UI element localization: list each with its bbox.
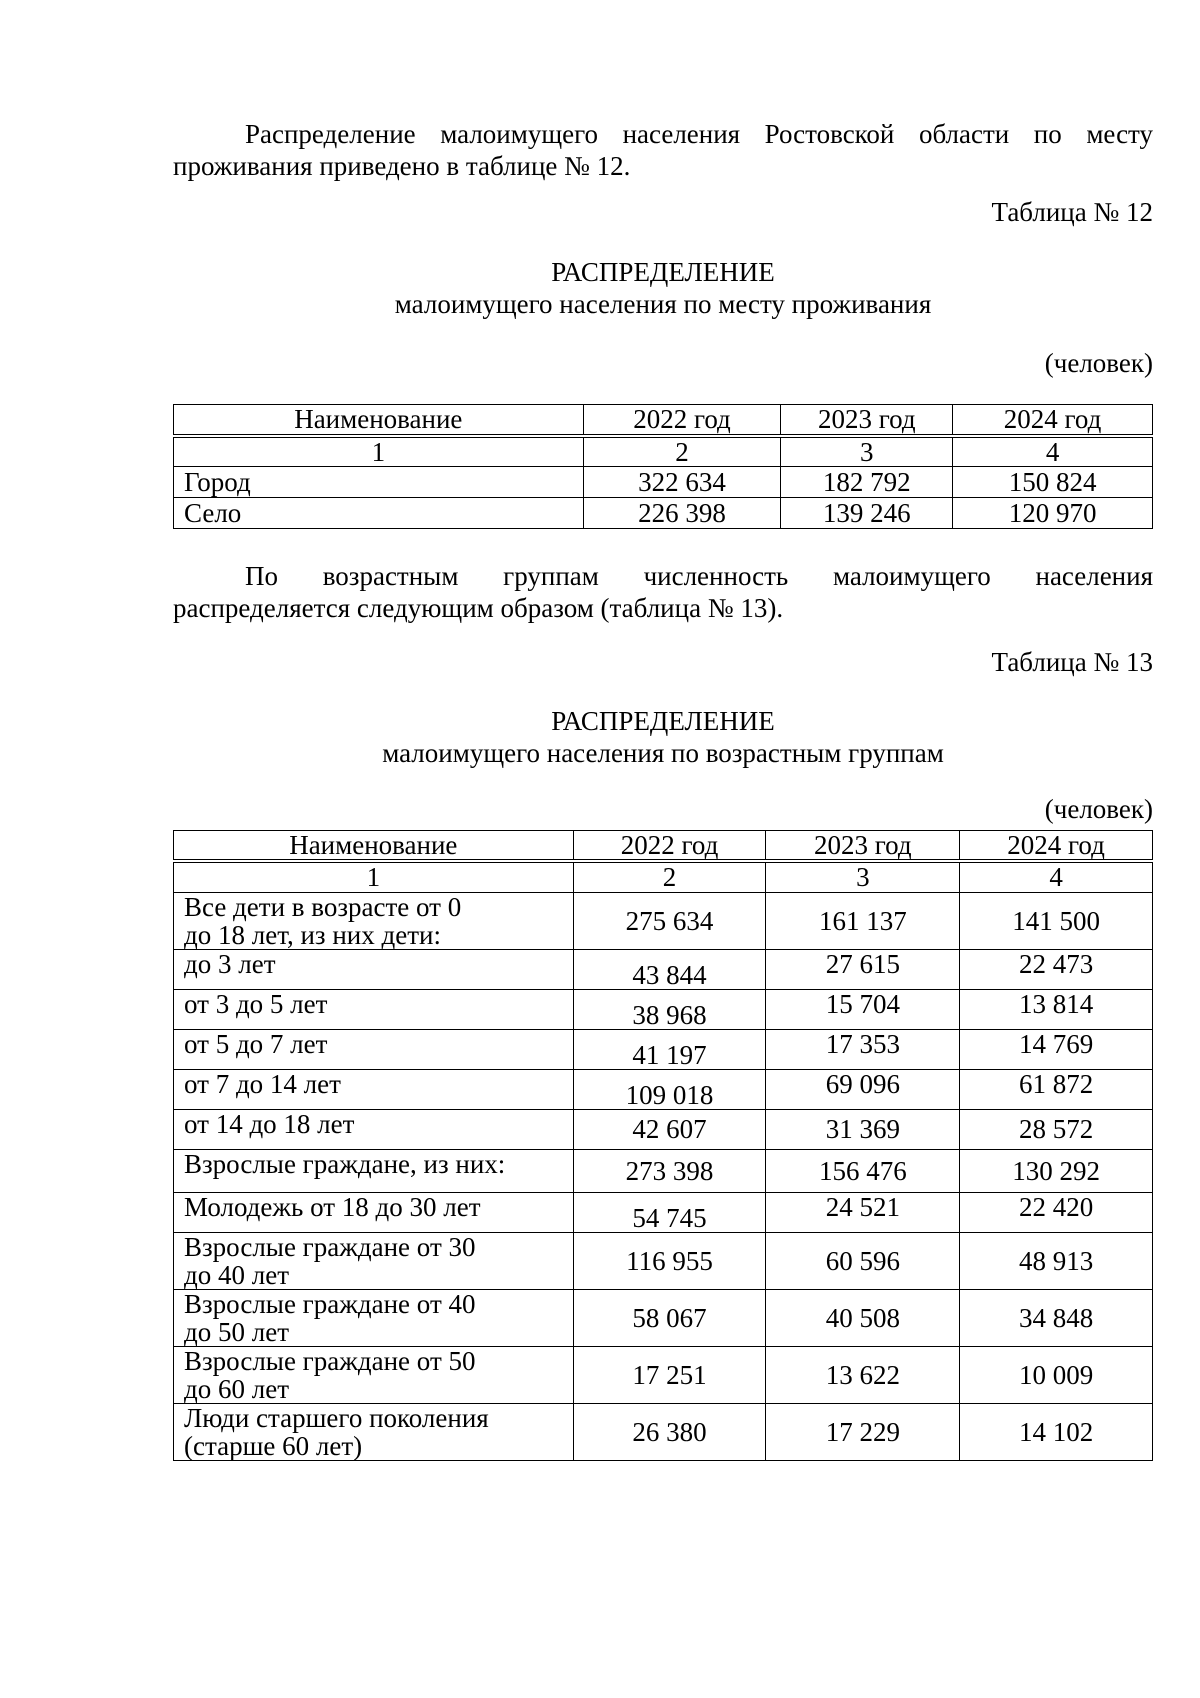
table-cell-name: до 3 лет — [174, 949, 574, 989]
table-cell: 226 398 — [583, 498, 781, 529]
table-row — [174, 1289, 1153, 1346]
table-cell: 273 398 — [573, 1149, 766, 1192]
row-name-line-2: (старше 60 лет) — [184, 1430, 363, 1461]
table-cell: 13 814 — [960, 989, 1153, 1029]
table-cell-name: Молодежь от 18 до 30 лет — [174, 1192, 574, 1232]
table-13 — [173, 830, 1153, 1461]
table-12-header-2024: 2024 год — [953, 405, 1153, 436]
table-cell: 3 — [781, 436, 953, 467]
table-cell: 17 229 — [766, 1403, 960, 1460]
row-name-line-2: до 50 лет — [184, 1316, 289, 1347]
table-row — [174, 949, 1153, 989]
table-13-title: РАСПРЕДЕЛЕНИЕ — [551, 706, 775, 736]
table-cell: 4 — [960, 861, 1153, 892]
table-13-header-row — [174, 831, 1153, 862]
table-cell: 60 596 — [766, 1232, 960, 1289]
table-12-unit: (человек) — [1044, 348, 1153, 378]
table-cell: 42 607 — [573, 1109, 766, 1149]
table-row — [174, 1403, 1153, 1460]
table-row — [174, 498, 1153, 529]
table-row — [174, 1069, 1153, 1109]
table-cell: 1 — [174, 436, 584, 467]
table-cell: 41 197 — [573, 1029, 766, 1069]
table-cell: 4 — [953, 436, 1153, 467]
table-12-title: РАСПРЕДЕЛЕНИЕ — [551, 257, 775, 287]
table-cell-name — [174, 1232, 574, 1289]
table-12-header-row — [174, 405, 1153, 436]
table-cell: 28 572 — [960, 1109, 1153, 1149]
row-name-line-1: Взрослые граждане от 50 — [184, 1345, 476, 1376]
table-row — [174, 1149, 1153, 1192]
table-12-header-2023: 2023 год — [781, 405, 953, 436]
table-cell: 43 844 — [573, 949, 766, 989]
table-cell: 34 848 — [960, 1289, 1153, 1346]
table-cell: 14 769 — [960, 1029, 1153, 1069]
table-cell: 322 634 — [583, 467, 781, 498]
table-cell: 27 615 — [766, 949, 960, 989]
table-row — [174, 1232, 1153, 1289]
table-cell-name — [174, 1346, 574, 1403]
table-cell: 150 824 — [953, 467, 1153, 498]
table-cell: 17 353 — [766, 1029, 960, 1069]
table-12 — [173, 404, 1153, 529]
table-cell-name: от 14 до 18 лет — [174, 1109, 574, 1149]
table-row — [174, 989, 1153, 1029]
table-cell: 275 634 — [573, 892, 766, 949]
table-cell: 22 420 — [960, 1192, 1153, 1232]
intro-paragraph-2 — [173, 560, 1153, 624]
table-cell: 3 — [766, 861, 960, 892]
table-cell-name — [174, 1403, 574, 1460]
table-cell: 26 380 — [573, 1403, 766, 1460]
table-13-unit: (человек) — [1044, 794, 1153, 824]
table-cell: 58 067 — [573, 1289, 766, 1346]
table-cell: 120 970 — [953, 498, 1153, 529]
table-cell: Село — [174, 498, 584, 529]
table-cell-name: от 7 до 14 лет — [174, 1069, 574, 1109]
row-name-line-2: до 18 лет, из них дети: — [184, 919, 441, 950]
table-13-header-2022: 2022 год — [573, 831, 766, 862]
intro-paragraph-1 — [173, 118, 1153, 182]
intro-1-line-2: проживания приведено в таблице № 12. — [173, 151, 631, 181]
table-cell: 182 792 — [781, 467, 953, 498]
table-cell: 109 018 — [573, 1069, 766, 1109]
table-cell: 24 521 — [766, 1192, 960, 1232]
table-cell: Город — [174, 467, 584, 498]
table-cell: 15 704 — [766, 989, 960, 1029]
table-12-subtitle: малоимущего населения по месту проживания — [394, 289, 932, 319]
table-cell: 54 745 — [573, 1192, 766, 1232]
table-cell: 2 — [583, 436, 781, 467]
row-name-line-1: Все дети в возрасте от 0 — [184, 891, 462, 922]
intro-1-line-1: Распределение малоимущего населения Ростовской области по месту — [245, 119, 1153, 149]
table-cell: 1 — [174, 861, 574, 892]
row-name-line-1: Люди старшего поколения — [184, 1402, 489, 1433]
table-13-number-row — [174, 861, 1153, 892]
table-cell: 2 — [573, 861, 766, 892]
table-cell-name: Взрослые граждане, из них: — [174, 1149, 574, 1192]
intro-2-line-1: По возрастным группам численность малоимущего населения — [245, 561, 1153, 591]
table-12-number-row — [174, 436, 1153, 467]
table-13-header-2023: 2023 год — [766, 831, 960, 862]
table-row — [174, 892, 1153, 949]
table-cell: 31 369 — [766, 1109, 960, 1149]
table-cell: 40 508 — [766, 1289, 960, 1346]
table-cell-name: от 3 до 5 лет — [174, 989, 574, 1029]
table-cell-name: от 5 до 7 лет — [174, 1029, 574, 1069]
table-cell: 69 096 — [766, 1069, 960, 1109]
table-13-subtitle: малоимущего населения по возрастным группам — [382, 738, 944, 768]
table-row — [174, 1192, 1153, 1232]
table-12-header-2022: 2022 год — [583, 405, 781, 436]
table-cell: 141 500 — [960, 892, 1153, 949]
table-cell: 13 622 — [766, 1346, 960, 1403]
table-cell: 17 251 — [573, 1346, 766, 1403]
table-13-header-2024: 2024 год — [960, 831, 1153, 862]
table-cell: 38 968 — [573, 989, 766, 1029]
table-row — [174, 1109, 1153, 1149]
table-cell: 48 913 — [960, 1232, 1153, 1289]
table-row — [174, 467, 1153, 498]
table-cell: 61 872 — [960, 1069, 1153, 1109]
table-12-label: Таблица № 12 — [991, 197, 1153, 227]
table-cell: 156 476 — [766, 1149, 960, 1192]
table-cell-name — [174, 892, 574, 949]
row-name-line-1: Взрослые граждане от 40 — [184, 1288, 476, 1319]
table-13-header-name: Наименование — [174, 831, 574, 862]
intro-2-line-2: распределяется следующим образом (таблица № 13). — [173, 593, 784, 623]
table-cell: 139 246 — [781, 498, 953, 529]
table-cell: 130 292 — [960, 1149, 1153, 1192]
table-row — [174, 1346, 1153, 1403]
table-12-header-name: Наименование — [174, 405, 584, 436]
table-13-label: Таблица № 13 — [991, 647, 1153, 677]
row-name-line-1: Взрослые граждане от 30 — [184, 1231, 476, 1262]
table-cell-name — [174, 1289, 574, 1346]
row-name-line-2: до 40 лет — [184, 1259, 289, 1290]
table-cell: 22 473 — [960, 949, 1153, 989]
table-cell: 116 955 — [573, 1232, 766, 1289]
row-name-line-2: до 60 лет — [184, 1373, 289, 1404]
table-cell: 10 009 — [960, 1346, 1153, 1403]
table-cell: 161 137 — [766, 892, 960, 949]
table-row — [174, 1029, 1153, 1069]
table-cell: 14 102 — [960, 1403, 1153, 1460]
